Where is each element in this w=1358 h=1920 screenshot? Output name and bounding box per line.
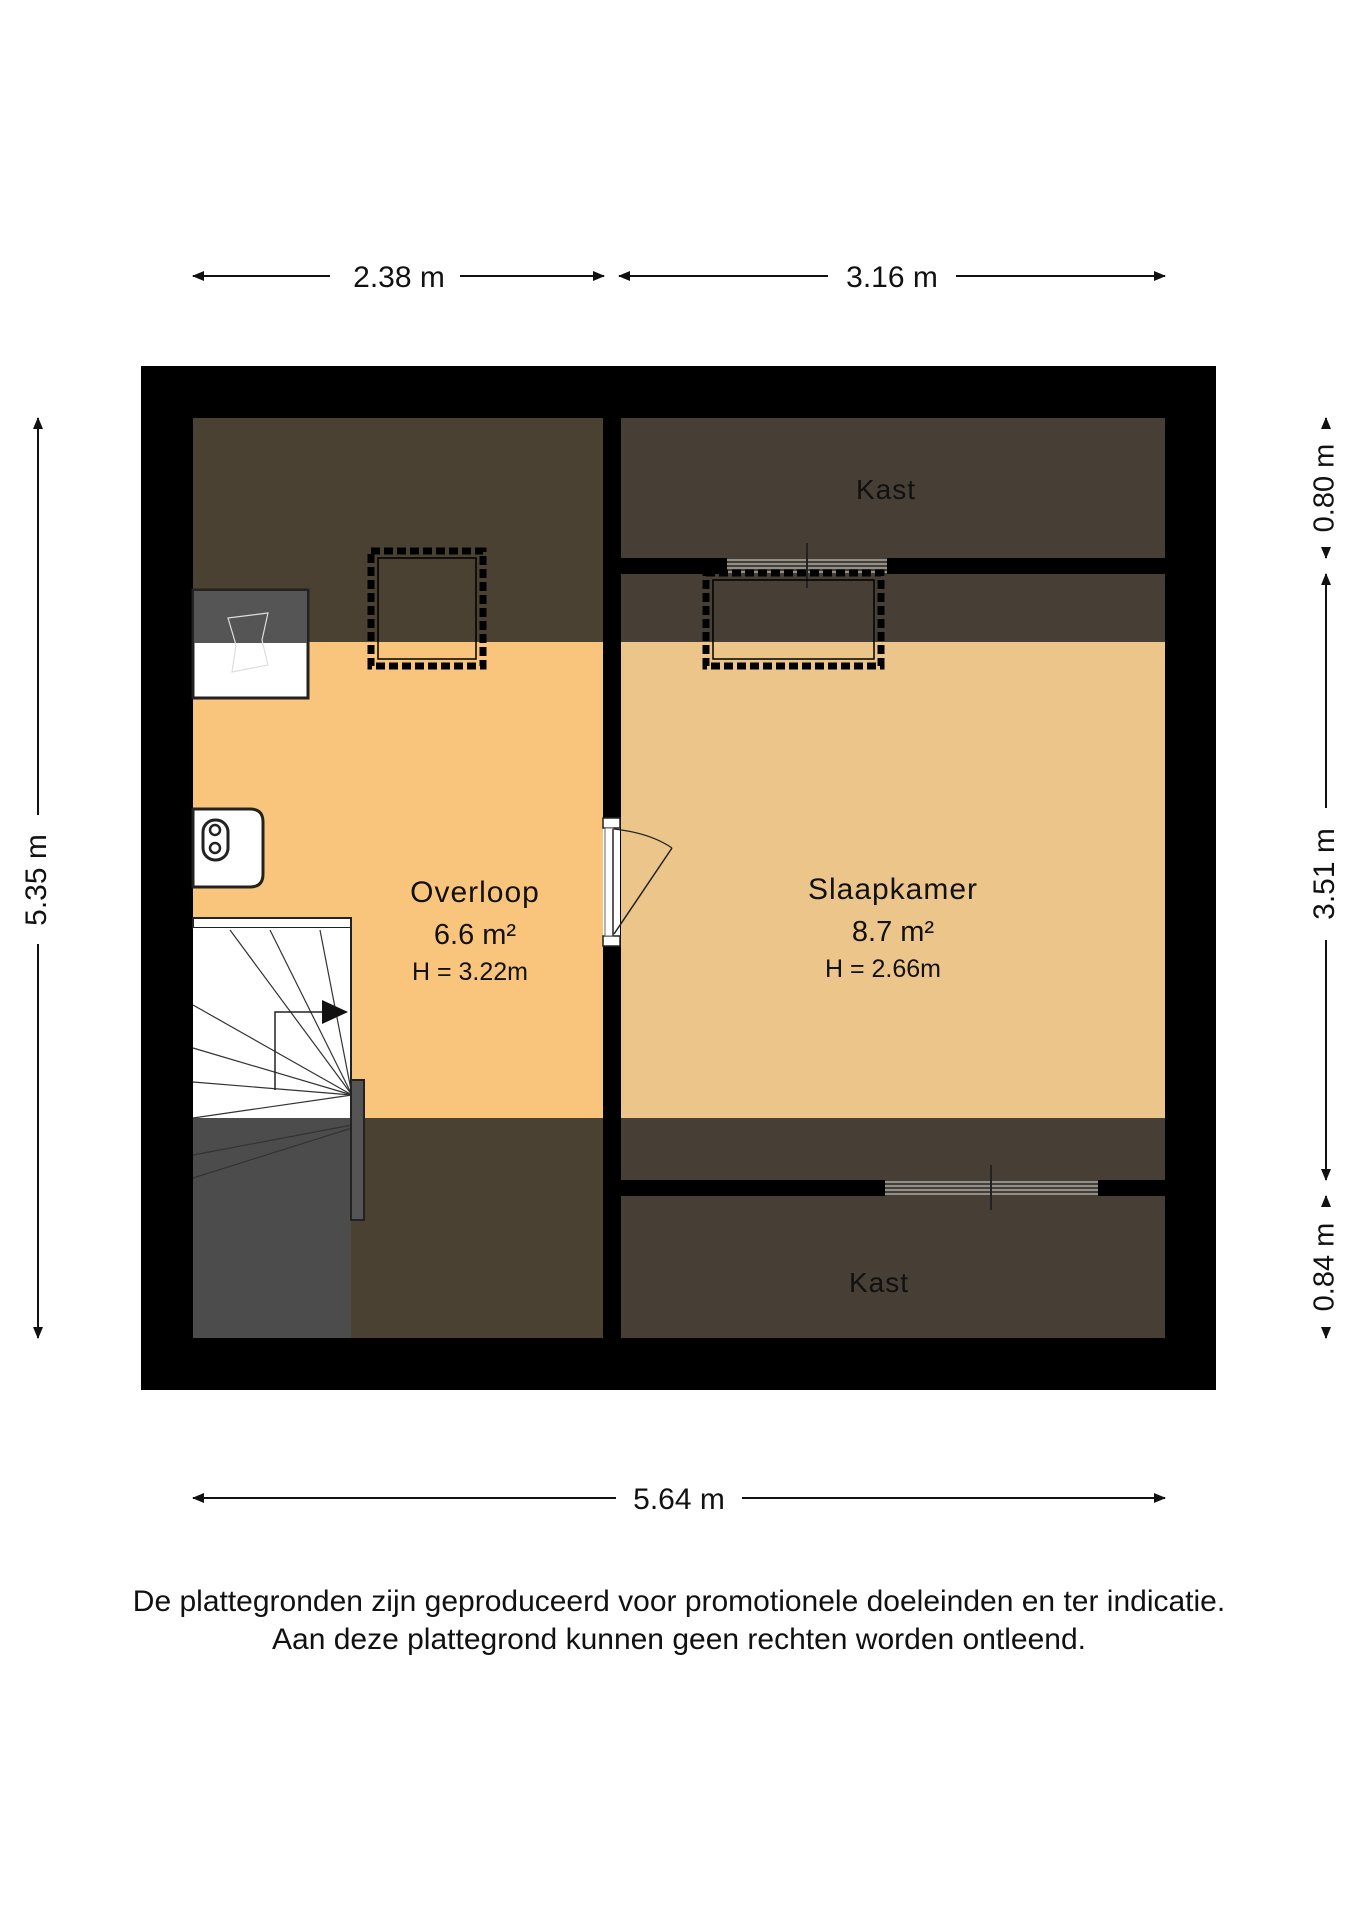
dimension-left-total: [20, 418, 53, 1338]
dimension-bottom-total-label: 5.64 m: [633, 1483, 725, 1516]
kast-bottom-label: Kast: [848, 1267, 910, 1298]
dimension-bottom-total: [193, 1483, 1165, 1516]
dimension-top-left-label: 2.38 m: [353, 261, 445, 294]
disclaimer-line-2: Aan deze plattegrond kunnen geen rechten worden ontleend.: [272, 1623, 1086, 1656]
dimension-top-right: [619, 261, 1165, 294]
dimension-right-top-label: 0.80 m: [1308, 443, 1341, 533]
slaapkamer-name: Slaapkamer: [807, 873, 979, 906]
slaapkamer-height: H = 2.66m: [824, 955, 942, 983]
kast-top-label: Kast: [855, 474, 917, 505]
overloop-name: Overloop: [410, 876, 540, 909]
dimension-right-bottom-label: 0.84 m: [1308, 1222, 1341, 1312]
disclaimer-line-1: De plattegronden zijn geproduceerd voor promotionele doeleinden en ter indicatie.: [132, 1585, 1226, 1618]
overloop-height: H = 3.22m: [411, 958, 529, 986]
disclaimer: [0, 1583, 1358, 1659]
kast-top-wall: [620, 558, 1165, 573]
dimension-right-middle: [1308, 574, 1341, 1180]
overloop-area: 6.6 m²: [433, 919, 517, 951]
staircase: [193, 918, 364, 1338]
boiler: [193, 809, 263, 887]
slaapkamer-low-ceiling-bottom: [621, 1118, 1165, 1180]
dimension-right-middle-label: 3.51 m: [1307, 828, 1341, 920]
dimension-right-bottom: [1309, 1196, 1341, 1338]
washbasin-cabinet: [193, 590, 308, 698]
dimension-right-top: [1309, 418, 1341, 558]
dimension-top-right-label: 3.16 m: [846, 261, 938, 294]
dimension-left-total-label: 5.35 m: [19, 834, 53, 926]
dimension-top-left: [193, 261, 604, 294]
slaapkamer-area: 8.7 m²: [851, 916, 935, 948]
